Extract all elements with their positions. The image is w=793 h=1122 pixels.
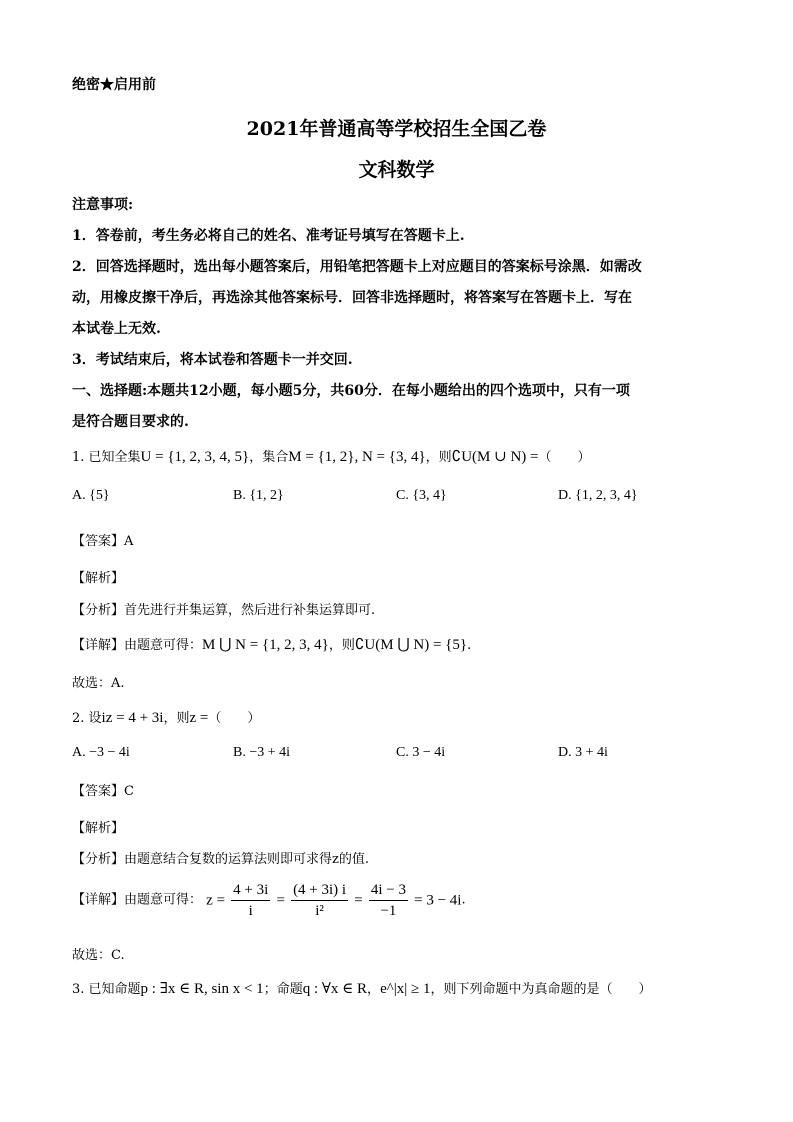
notice-item-3: 3．考试结束后，将本试卷和答题卡一并交回. [72, 352, 353, 368]
question-2-z: z = [189, 710, 209, 726]
question-2-detail [72, 880, 466, 921]
notice-item-1: 1．答卷前，考生务必将自己的姓名、准考证号填写在答题卡上. [72, 228, 465, 244]
question-3-proposition-p: p : ∃x ∈ R, sin x < 1 [140, 981, 264, 997]
question-2-paren: （ ） [208, 711, 261, 726]
question-2-expression: iz = 4 + 3i [101, 710, 164, 726]
question-3-prefix: 3. 已知命题 [72, 982, 141, 997]
section-1-line-2: 是符合题目要求的. [72, 414, 189, 430]
exam-subtitle: 文科数学 [358, 159, 435, 181]
question-2-fraction-1 [231, 880, 270, 921]
exam-title: 2021年普通高等学校招生全国乙卷 [246, 118, 547, 140]
question-2-option-a: A. −3 − 4i [72, 745, 130, 760]
question-2-choose: 故选：C. [72, 948, 125, 963]
question-2-fraction-2 [291, 880, 348, 921]
notice-item-2-line-2: 动，用橡皮擦干净后，再选涂其他答案标号．回答非选择题时，将答案写在答题卡上．写在 [72, 290, 632, 306]
question-2-equals-1: = [276, 892, 285, 909]
question-2-option-c: C. 3 − 4i [396, 745, 446, 760]
section-1-line-1: 一、选择题:本题共12小题，每小题5分，共60分．在每小题给出的四个选项中，只有一项 [72, 383, 630, 399]
question-1-detail-union: M ⋃ N = {1, 2, 3, 4} [202, 637, 329, 653]
question-1-detail-end: . [467, 638, 472, 653]
secret-label: 绝密★启用前 [72, 77, 156, 93]
question-2-analysis: 【解析】 [72, 821, 125, 836]
question-2-detail-prefix: 【详解】由题意可得： [72, 892, 203, 908]
question-3-comma: ， [367, 982, 381, 997]
notice-item-2-line-3: 本试卷上无效. [72, 321, 161, 337]
question-2-detail-result: = 3 − 4i [414, 892, 462, 909]
question-1-option-c: C. {3, 4} [396, 488, 447, 503]
question-1-option-d: D. {1, 2, 3, 4} [558, 488, 638, 503]
question-2-fraction-3 [369, 880, 408, 921]
question-3-proposition-q: q : ∀x ∈ R [302, 981, 368, 997]
question-1-analysis: 【解析】 [72, 571, 125, 586]
question-1-paren: （ ） [538, 450, 591, 465]
question-2-option-b: B. −3 + 4i [233, 745, 291, 760]
question-1-detail-complement: ∁U(M ⋃ N) = {5} [354, 637, 468, 653]
question-2-detail-end: . [461, 892, 466, 908]
question-2-option-d: D. 3 + 4i [558, 745, 608, 760]
question-3-exponential: e^|x| ≥ 1 [380, 981, 431, 997]
question-2-fraction-2-numerator: (4 + 3i) i [291, 880, 348, 901]
question-3-end: ，则下列命题中为真命题的是（ ） [430, 982, 652, 997]
question-1-fenxi: 【分析】首先进行并集运算，然后进行补集运算即可. [72, 603, 376, 618]
question-1-prefix: 1. 已知全集 [72, 450, 141, 465]
question-1-then: ，则 [425, 450, 452, 465]
question-2-detail-z: z = [206, 892, 226, 909]
question-2-fraction-3-numerator: 4i − 3 [369, 880, 408, 901]
question-1-mid: ，集合 [249, 450, 289, 465]
question-1-expression: ∁U(M ∪ N) = [451, 449, 539, 465]
question-1-option-b: B. {1, 2} [233, 488, 284, 503]
question-1-universal-set: U = {1, 2, 3, 4, 5} [140, 449, 250, 465]
question-3-mid: ；命题 [263, 982, 303, 997]
question-3-stem [72, 978, 652, 998]
question-2-fraction-1-denominator: i [248, 903, 253, 919]
question-2-fraction-1-numerator: 4 + 3i [231, 880, 270, 901]
question-1-stem [72, 446, 591, 466]
question-1-detail-then: ，则 [328, 638, 355, 653]
question-1-sets: M = {1, 2}, N = {3, 4} [288, 449, 426, 465]
question-2-answer: 【答案】C [72, 784, 134, 799]
question-2-fenxi: 【分析】由题意结合复数的运算法则即可求得z的值. [72, 852, 369, 867]
notice-heading: 注意事项: [72, 197, 134, 213]
question-2-stem [72, 707, 260, 727]
question-2-prefix: 2. 设 [72, 711, 102, 726]
question-2-fraction-2-denominator: i² [315, 903, 324, 919]
question-1-detail-prefix: 【详解】由题意可得： [72, 638, 203, 653]
notice-item-2-line-1: 2．回答选择题时，选出每小题答案后，用铅笔把答题卡上对应题目的答案标号涂黑．如需改 [72, 259, 642, 275]
question-1-choose: 故选：A. [72, 676, 125, 691]
question-2-equals-2: = [354, 892, 363, 909]
question-2-then: ，则 [163, 711, 190, 726]
question-1-detail [72, 634, 471, 654]
question-1-option-a: A. {5} [72, 488, 110, 503]
question-1-answer: 【答案】A [72, 534, 134, 549]
question-2-fraction-3-denominator: −1 [380, 903, 397, 919]
